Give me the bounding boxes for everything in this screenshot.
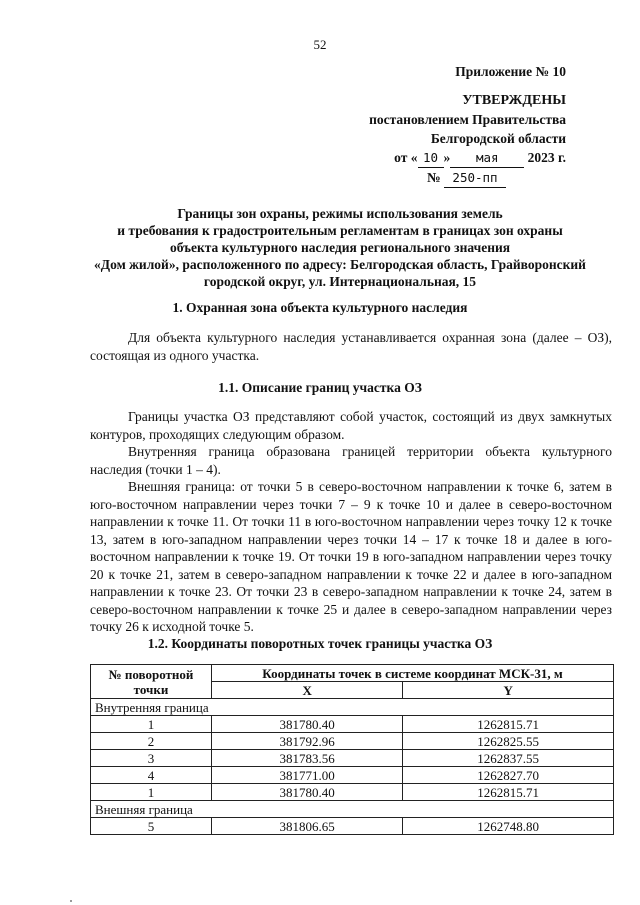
date-day: 10 [418, 148, 444, 168]
section-1-2-heading: 1.2. Координаты поворотных точек границы участка ОЗ [147, 636, 493, 651]
col-header-coords: Координаты точек в системе координат МСК-31, м [212, 665, 614, 682]
table-row: 4 381771.00 1262827.70 [91, 767, 614, 784]
approval-line2: Белгородской области [430, 131, 566, 146]
table-row: 1 381780.40 1262815.71 [91, 784, 614, 801]
section-1-1-heading: 1.1. Описание границ участка ОЗ [218, 380, 422, 395]
col-header-point: № поворотной точки [91, 665, 212, 699]
col-header-x: X [212, 682, 403, 699]
section-1-1-paragraph-2: Внутренняя граница образована границей территории объекта культурного наследия (точки 1 – 4). [90, 444, 612, 477]
table-row: 2 381792.96 1262825.55 [91, 733, 614, 750]
col-header-y: Y [403, 682, 614, 699]
approval-number: № 250-пп [266, 168, 566, 188]
section-1-1-paragraph-1: Границы участка ОЗ представляют собой участок, состоящий из двух замкнутых контуров, проходящих следующим образом. [90, 409, 612, 442]
section-1-heading: 1. Охранная зона объекта культурного наследия [172, 300, 468, 315]
approval-block [266, 62, 566, 188]
section-1-1-paragraph-3: Внешняя граница: от точки 5 в северо-восточном направлении к точке 6, затем в юго-восточном направлении через точки 7 – 9 к точке 10 и далее в северо-восточном направлении к точке 11. От точки 11 в юго-восточном направлении через точку 12 к точке 13, затем в юго-западном направлении через точки 14 – 17 к точке 18 и далее в юго-восточном направлении к точке 19. От точки 19 в юго-западном направлении через точку 20 к точке 21, затем в северо-западном направлении к точке 22 и далее в юго-западном направлении к точке 23. От точки 23 в северо-западном направлении к точке 24, затем в северо-восточном направлении к точке 25 и далее в северо-западном направлении через точку 26 к исходной точке 5. [90, 479, 612, 634]
approval-date: от « 10 » мая 2023 г. [266, 148, 566, 168]
section-1-paragraph: Для объекта культурного наследия устанавливается охранная зона (далее – ОЗ), состоящая из одного участка. [90, 330, 612, 363]
approval-line1: постановлением Правительства [369, 112, 566, 127]
table-row: 1 381780.40 1262815.71 [91, 716, 614, 733]
date-month: мая [450, 148, 524, 168]
coordinates-table [90, 664, 614, 835]
scan-speck [70, 900, 72, 902]
doc-number: 250-пп [444, 168, 506, 188]
table-row: 3 381783.56 1262837.55 [91, 750, 614, 767]
document-title: Границы зон охраны, режимы использования земель и требования к градостроительным регламентам в границах зон охраны объекта культурного наследия регионального значения «Дом жилой», расположенного по адресу: Белгородская область, Грайворонский городской округ, ул. Интернациональная, 15 [94, 206, 586, 289]
appendix-label: Приложение № 10 [455, 64, 566, 79]
page-number: 52 [313, 37, 327, 52]
table-section-row: Внутренняя граница [91, 699, 614, 716]
table-row: 5 381806.65 1262748.80 [91, 818, 614, 835]
table-section-row: Внешняя граница [91, 801, 614, 818]
approval-heading: УТВЕРЖДЕНЫ [462, 93, 566, 108]
